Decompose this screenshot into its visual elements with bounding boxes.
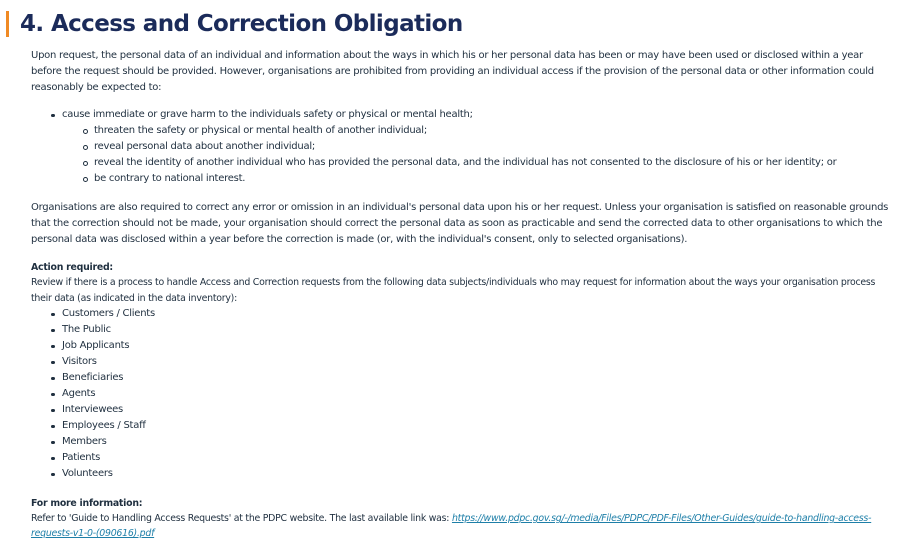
intro-paragraph: Upon request, the personal data of an individual and information about the ways in which his or her personal data has been or may have been used or disclosed within a year before the request should be provided. However, organisations are prohibited from providing an individual access if the provision of the personal data or other information could reasonably be expected to:: [31, 50, 874, 94]
more-info-label: For more information:: [31, 497, 143, 509]
data-subject-item: Employees / Staff: [62, 418, 893, 434]
data-subject-item: The Public: [62, 322, 893, 338]
action-block: [31, 260, 893, 306]
data-subject-item: Agents: [62, 386, 893, 402]
sub-condition-item: be contrary to national interest.: [31, 171, 893, 187]
data-subject-item: Interviewees: [62, 402, 893, 418]
section-body: [31, 48, 893, 541]
section-title: 4. Access and Correction Obligation: [20, 11, 463, 37]
more-info-paragraph: [31, 511, 893, 541]
action-label: Action required:: [31, 262, 113, 274]
condition-main-text: cause immediate or grave harm to the individuals safety or physical or mental health;: [62, 108, 473, 120]
action-text: Review if there is a process to handle Access and Correction requests from the following data subjects/individuals who may request for information about the ways your organisation process their data (as indicated in the data inventory):: [31, 277, 876, 304]
data-subject-item: Customers / Clients: [62, 306, 893, 322]
data-subject-item: Members: [62, 434, 893, 450]
heading-accent-bar: [6, 11, 9, 37]
data-subject-item: Job Applicants: [62, 338, 893, 354]
data-subject-item: Beneficiaries: [62, 370, 893, 386]
pdpc-guide-link[interactable]: https://www.pdpc.gov.sg/-/media/Files/PDPC/PDF-Files/Other-Guides/guide-to-handling-access-requests-v1-0-(090616).pdf: [31, 513, 872, 540]
sub-condition-item: threaten the safety or physical or mental health of another individual;: [31, 123, 893, 139]
sub-condition-item: reveal personal data about another individual;: [31, 139, 893, 155]
data-subject-item: Patients: [62, 450, 893, 466]
correction-paragraph: Organisations are also required to correct any error or omission in an individual's personal data upon his or her request. Unless your organisation is satisfied on reasonable grounds that the correction should not be made, your organisation should correct the personal data as soon as practicable and send the corrected data to other organisations to which the personal data was disclosed within a year before the correction is made (or, with the individual's consent, only to selected organisations).: [31, 201, 889, 246]
sub-condition-item: reveal the identity of another individual who has provided the personal data, and the individual has not consented to the disclosure of his or her identity; or: [31, 155, 893, 171]
data-subject-item: Volunteers: [62, 466, 893, 482]
data-subject-item: Visitors: [62, 354, 893, 370]
condition-main: [31, 107, 893, 123]
conditions-list: [31, 107, 893, 123]
sub-conditions-list: [31, 123, 893, 188]
more-info-text: Refer to 'Guide to Handling Access Requests' at the PDPC website. The last available link was:: [31, 513, 452, 525]
section-heading: [6, 8, 463, 40]
data-subjects-list: [31, 306, 893, 482]
